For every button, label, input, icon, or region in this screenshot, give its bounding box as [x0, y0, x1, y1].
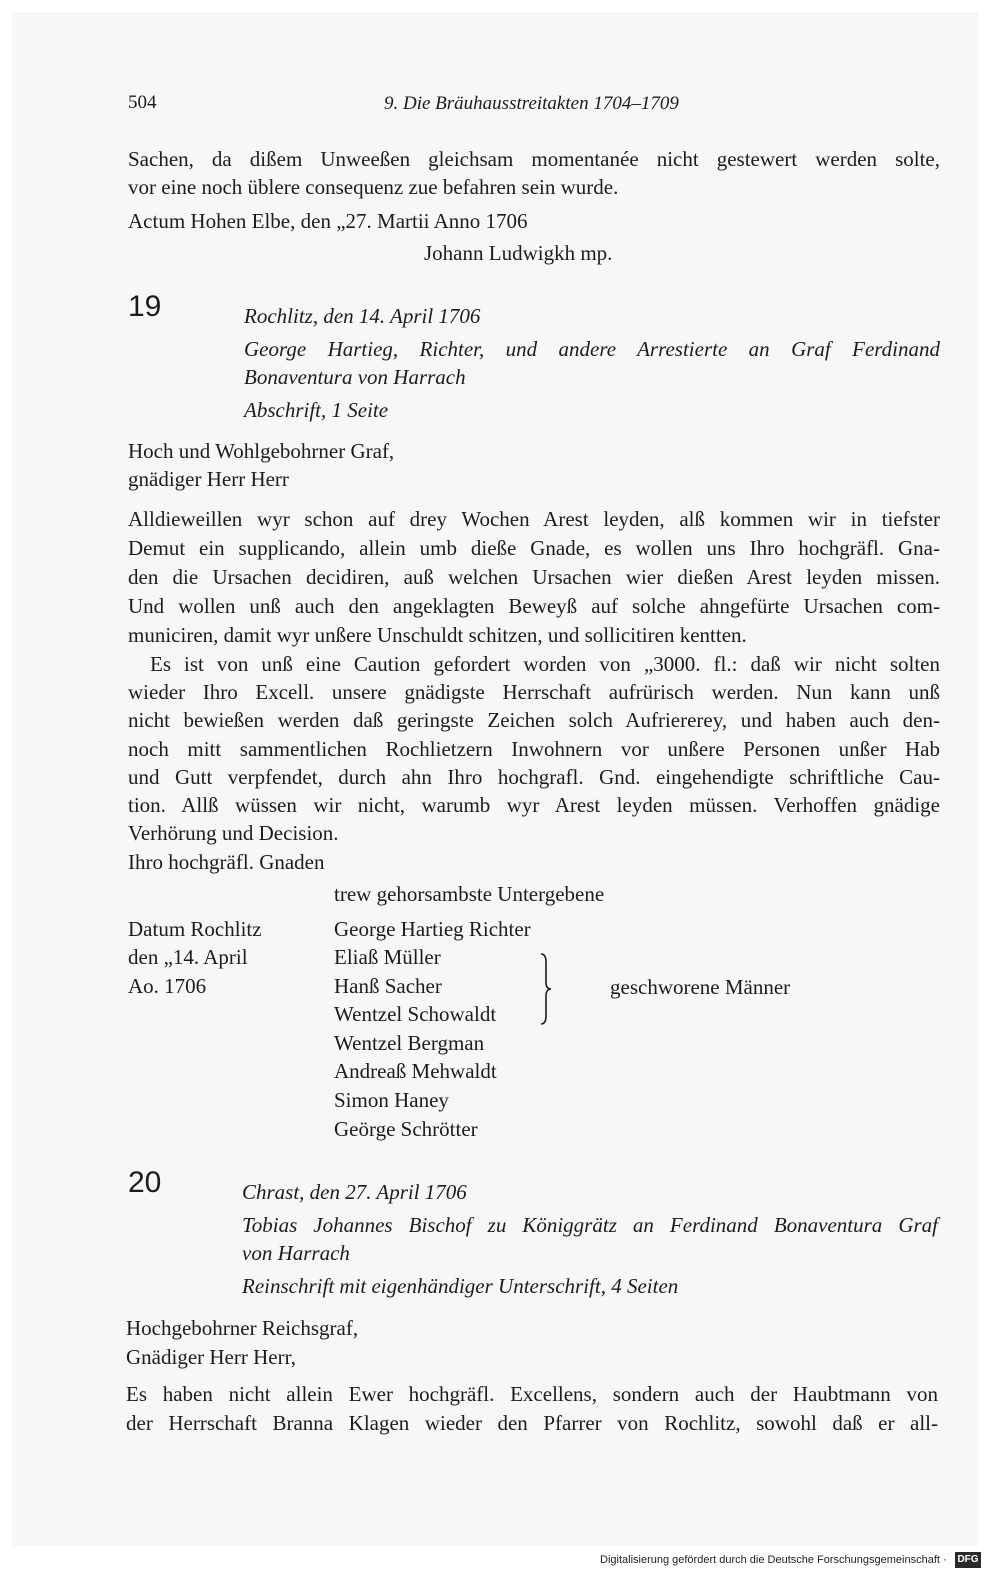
text-line: der Herrschaft Branna Klagen wieder den Pfarrer von Rochlitz, sowohl daß er all- — [126, 1411, 938, 1435]
group-label: geschworene Männer — [610, 975, 791, 999]
salutation: Gnädiger Herr Herr, — [126, 1345, 296, 1369]
text-line: Es ist von unß eine Caution gefordert worden von „3000. fl.: daß wir nicht solten — [150, 652, 940, 676]
document-title-line: von Harrach — [242, 1241, 350, 1265]
actum-line: Actum Hohen Elbe, den „27. Martii Anno 1706 — [128, 209, 528, 233]
salutation: Hochgebohrner Reichsgraf, — [126, 1316, 359, 1340]
dfg-logo: DFG — [955, 1552, 981, 1568]
text-line: Es haben nicht allein Ewer hochgräfl. Excellens, sondern auch der Haubtmann von — [126, 1382, 938, 1406]
text-line: tion. Allß wüssen wir nicht, warumb wyr Arest leyden müssen. Verhoffen gnädige — [128, 793, 940, 817]
document-place-date: Rochlitz, den 14. April 1706 — [244, 304, 481, 328]
text-line: den die Ursachen decidiren, auß welchen Ursachen wier dießen Arest leyden missen. — [128, 565, 940, 589]
digitization-credit: Digitalisierung gefördert durch die Deutsche Forschungsgemeinschaft · — [600, 1554, 947, 1566]
text-line: noch mitt sammentlichen Rochlietzern Inwohnern vor unßere Personen unßer Hab — [128, 737, 940, 761]
signatory: Simon Haney — [334, 1088, 449, 1112]
text-line: Verhörung und Decision. — [128, 821, 339, 845]
text-line: vor eine noch üblere consequenz zue befahren sein wurde. — [128, 175, 619, 199]
signatory: Wentzel Bergman — [334, 1031, 485, 1055]
signatory: Hanß Sacher — [334, 974, 442, 998]
salutation: gnädiger Herr Herr — [128, 467, 289, 491]
signatory: Eliaß Müller — [334, 945, 441, 969]
closing: Ihro hochgräfl. Gnaden — [128, 850, 325, 874]
signatory: Wentzel Schowaldt — [334, 1002, 497, 1026]
document-title-line: George Hartieg, Richter, und andere Arrestierte an Graf Ferdinand — [244, 337, 940, 361]
text-line: wieder Ihro Excell. unsere gnädigste Herrschaft aufrürisch werden. Nun kann unß — [128, 680, 940, 704]
text-line: nicht bewießen werden daß geringste Zeichen solch Aufriererey, und haben auch den- — [128, 708, 940, 732]
text-line: Alldieweillen wyr schon auf drey Wochen Arest leyden, alß kommen wir in tiefster — [128, 507, 940, 531]
signature: Johann Ludwigkh mp. — [424, 241, 613, 265]
document-form: Abschrift, 1 Seite — [244, 398, 389, 422]
document-place-date: Chrast, den 27. April 1706 — [242, 1180, 467, 1204]
running-title: 9. Die Bräuhausstreitakten 1704–1709 — [384, 93, 679, 114]
signatory: Geörge Schrötter — [334, 1117, 478, 1141]
document-form: Reinschrift mit eigenhändiger Unterschrift, 4 Seiten — [242, 1274, 679, 1298]
salutation: Hoch und Wohlgebohrner Graf, — [128, 439, 395, 463]
brace-icon — [538, 952, 554, 1026]
text-line: Sachen, da dißem Unweeßen gleichsam momentanée nicht gestewert werden solte, — [128, 147, 940, 171]
text-line: Demut ein supplicando, allein umb dieße Gnade, es wollen uns Ihro hochgräfl. Gna- — [128, 536, 940, 560]
document-title-line: Bonaventura von Harrach — [244, 365, 466, 389]
date-line: Datum Rochlitz — [128, 917, 262, 941]
date-line: Ao. 1706 — [128, 974, 207, 998]
text-line: Und wollen unß auch den angeklagten Beweyß auf solche ahngefürte Ursachen com- — [128, 594, 940, 618]
document-number: 19 — [128, 290, 162, 323]
closing-subscription: trew gehorsambste Untergebene — [334, 882, 605, 906]
page-number: 504 — [128, 92, 157, 113]
document-number: 20 — [128, 1166, 162, 1199]
date-line: den „14. April — [128, 945, 248, 969]
signatory: George Hartieg Richter — [334, 917, 531, 941]
text-line: und Gutt verpfendet, durch ahn Ihro hochgrafl. Gnd. eingehendigte schriftliche Cau- — [128, 765, 940, 789]
text-line: municiren, damit wyr unßere Unschuldt schitzen, und sollicitiren kentten. — [128, 623, 747, 647]
document-title-line: Tobias Johannes Bischof zu Königgrätz an Ferdinand Bonaventura Graf — [242, 1213, 938, 1237]
signatory: Andreaß Mehwaldt — [334, 1059, 497, 1083]
